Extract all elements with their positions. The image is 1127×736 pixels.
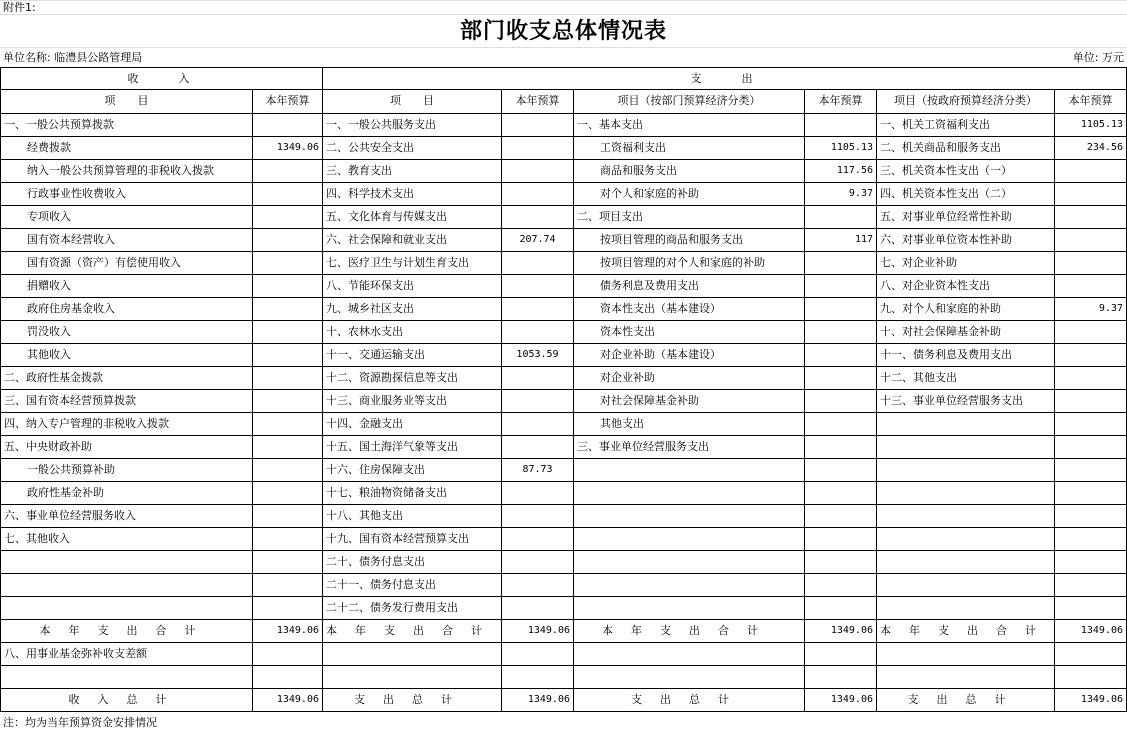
gov-class-item (877, 482, 1055, 505)
income-budget (253, 436, 323, 459)
gov-class-item: 六、对事业单位资本性补助 (877, 229, 1055, 252)
expense-budget (502, 137, 574, 160)
dept-class-item: 资本性支出（基本建设） (574, 298, 805, 321)
expense-budget (502, 183, 574, 206)
income-total-label: 收入总计 (0, 689, 253, 712)
dept-class-budget (805, 321, 877, 344)
dept-class-budget (805, 597, 877, 620)
gov-class-budget (1055, 344, 1127, 367)
income-budget (253, 551, 323, 574)
income-budget (253, 321, 323, 344)
expense-item: 二十一、债务付息支出 (323, 574, 502, 597)
empty-cell (253, 643, 323, 666)
dept-class-item: 商品和服务支出 (574, 160, 805, 183)
income-item: 五、中央财政补助 (0, 436, 253, 459)
expense-item: 七、医疗卫生与计划生育支出 (323, 252, 502, 275)
income-budget: 1349.06 (253, 137, 323, 160)
income-item (0, 551, 253, 574)
expense-budget (502, 574, 574, 597)
unit-name: 单位名称: 临澧县公路管理局 (3, 51, 143, 64)
annual-total-label: 本年支出合计 (877, 620, 1055, 643)
dept-class-item: 对企业补助（基本建设） (574, 344, 805, 367)
income-budget (253, 160, 323, 183)
dept-class-item: 对企业补助 (574, 367, 805, 390)
dept-class-budget (805, 459, 877, 482)
income-budget (253, 367, 323, 390)
gov-class-item: 二、机关商品和服务支出 (877, 137, 1055, 160)
dept-class-budget (805, 436, 877, 459)
expense-budget (502, 252, 574, 275)
page-title: 部门收支总体情况表 (459, 18, 667, 44)
expense-budget (502, 505, 574, 528)
dept-class-budget (805, 114, 877, 137)
gov-class-budget (1055, 367, 1127, 390)
income-item: 捐赠收入 (0, 275, 253, 298)
expense-item: 八、节能环保支出 (323, 275, 502, 298)
income-budget (253, 206, 323, 229)
gov-class-budget (1055, 183, 1127, 206)
dept-class-budget (805, 413, 877, 436)
annual-total-value: 1349.06 (1055, 620, 1127, 643)
expense-total-value: 1349.06 (502, 689, 574, 712)
gov-class-item: 七、对企业补助 (877, 252, 1055, 275)
expense-item: 十、农林水支出 (323, 321, 502, 344)
gov-class-item (877, 528, 1055, 551)
expense-budget (502, 597, 574, 620)
annual-total-value: 1349.06 (253, 620, 323, 643)
income-item: 罚没收入 (0, 321, 253, 344)
expense-budget (502, 436, 574, 459)
gov-class-budget (1055, 321, 1127, 344)
empty-cell (502, 666, 574, 689)
gov-class-budget (1055, 413, 1127, 436)
gov-class-budget (1055, 229, 1127, 252)
expense-item: 十四、金融支出 (323, 413, 502, 436)
gov-class-item (877, 436, 1055, 459)
expense-budget: 207.74 (502, 229, 574, 252)
dept-class-budget (805, 252, 877, 275)
expense-item: 六、社会保障和就业支出 (323, 229, 502, 252)
income-item: 七、其他收入 (0, 528, 253, 551)
income-budget (253, 528, 323, 551)
dept-class-item: 债务利息及费用支出 (574, 275, 805, 298)
gov-class-item (877, 574, 1055, 597)
expense-item: 十九、国有资本经营预算支出 (323, 528, 502, 551)
expense-item: 十二、资源勘探信息等支出 (323, 367, 502, 390)
dept-class-budget: 117 (805, 229, 877, 252)
dept-class-budget (805, 367, 877, 390)
income-budget (253, 114, 323, 137)
income-item: 国有资本经营收入 (0, 229, 253, 252)
income-item: 政府住房基金收入 (0, 298, 253, 321)
income-total-value: 1349.06 (253, 689, 323, 712)
expense-item: 十三、商业服务业等支出 (323, 390, 502, 413)
dept-class-item (574, 505, 805, 528)
income-budget (253, 183, 323, 206)
income-item (0, 574, 253, 597)
dept-class-item (574, 528, 805, 551)
dept-class-item: 其他支出 (574, 413, 805, 436)
income-item: 一般公共预算补助 (0, 459, 253, 482)
dept-class-budget (805, 390, 877, 413)
income-budget (253, 482, 323, 505)
dept-class-item: 二、项目支出 (574, 206, 805, 229)
income-budget (253, 505, 323, 528)
expense-item: 十七、粮油物资储备支出 (323, 482, 502, 505)
expense-header: 支 出 (323, 67, 1127, 90)
income-item: 三、国有资本经营预算拨款 (0, 390, 253, 413)
gov-class-budget (1055, 459, 1127, 482)
dept-class-budget (805, 551, 877, 574)
income-budget (253, 413, 323, 436)
expense-item: 二十二、债务发行费用支出 (323, 597, 502, 620)
gov-class-budget (1055, 160, 1127, 183)
income-item: 专项收入 (0, 206, 253, 229)
gov-class-budget (1055, 482, 1127, 505)
income-budget-header: 本年预算 (253, 90, 323, 114)
dept-class-item (574, 459, 805, 482)
fund-gap-label: 八、用事业基金弥补收支差额 (0, 643, 253, 666)
expense-item: 二十、债务付息支出 (323, 551, 502, 574)
dept-class-item: 按项目管理的商品和服务支出 (574, 229, 805, 252)
unit-label: 单位: 万元 (1072, 51, 1124, 64)
dept-class-budget (805, 206, 877, 229)
dept-class-budget (805, 505, 877, 528)
gov-class-budget (1055, 597, 1127, 620)
expense-budget (502, 390, 574, 413)
gov-class-budget (1055, 252, 1127, 275)
expense-budget (502, 321, 574, 344)
expense-budget (502, 482, 574, 505)
dept-class-budget (805, 528, 877, 551)
gov-class-budget: 234.56 (1055, 137, 1127, 160)
gov-class-item: 十、对社会保障基金补助 (877, 321, 1055, 344)
expense-budget (502, 413, 574, 436)
gov-class-budget: 1105.13 (1055, 114, 1127, 137)
gov-class-budget (1055, 206, 1127, 229)
expense-budget (502, 114, 574, 137)
gov-class-budget (1055, 574, 1127, 597)
gov-class-item: 四、机关资本性支出（二） (877, 183, 1055, 206)
expense-budget-header: 本年预算 (502, 90, 574, 114)
gov-class-item (877, 505, 1055, 528)
income-item: 政府性基金补助 (0, 482, 253, 505)
gov-class-budget (1055, 390, 1127, 413)
expense-item: 二、公共安全支出 (323, 137, 502, 160)
empty-cell (323, 643, 502, 666)
empty-cell (1055, 643, 1127, 666)
expense-budget: 87.73 (502, 459, 574, 482)
income-item: 经费拨款 (0, 137, 253, 160)
annual-total-label: 本年支出合计 (574, 620, 805, 643)
empty-cell (1055, 666, 1127, 689)
gov-class-budget (1055, 505, 1127, 528)
income-item: 其他收入 (0, 344, 253, 367)
expense-total-value: 1349.06 (805, 689, 877, 712)
expense-item: 十六、住房保障支出 (323, 459, 502, 482)
expense-item: 四、科学技术支出 (323, 183, 502, 206)
income-budget (253, 298, 323, 321)
gov-class-budget (1055, 436, 1127, 459)
dept-class-item: 按项目管理的对个人和家庭的补助 (574, 252, 805, 275)
gov-class-item (877, 551, 1055, 574)
empty-cell (574, 643, 805, 666)
expense-item: 九、城乡社区支出 (323, 298, 502, 321)
gov-class-item: 十三、事业单位经营服务支出 (877, 390, 1055, 413)
expense-budget: 1053.59 (502, 344, 574, 367)
income-item: 二、政府性基金拨款 (0, 367, 253, 390)
empty-cell (502, 643, 574, 666)
annual-total-value: 1349.06 (805, 620, 877, 643)
expense-item-header: 项 目 (323, 90, 502, 114)
dept-class-item: 资本性支出 (574, 321, 805, 344)
gov-class-header: 项目（按政府预算经济分类） (877, 90, 1055, 114)
gov-class-budget (1055, 528, 1127, 551)
expense-item: 十五、国土海洋气象等支出 (323, 436, 502, 459)
empty-cell (574, 666, 805, 689)
dept-class-item: 工资福利支出 (574, 137, 805, 160)
expense-item: 三、教育支出 (323, 160, 502, 183)
dept-class-item: 对个人和家庭的补助 (574, 183, 805, 206)
income-item: 国有资源（资产）有偿使用收入 (0, 252, 253, 275)
dept-class-budget (805, 298, 877, 321)
expense-item: 十一、交通运输支出 (323, 344, 502, 367)
dept-class-budget (805, 344, 877, 367)
income-item: 四、纳入专户管理的非税收入拨款 (0, 413, 253, 436)
dept-class-budget: 117.56 (805, 160, 877, 183)
expense-budget (502, 298, 574, 321)
empty-cell (0, 666, 253, 689)
dept-class-budget: 1105.13 (805, 137, 877, 160)
empty-cell (323, 666, 502, 689)
gov-class-item: 三、机关资本性支出（一） (877, 160, 1055, 183)
gov-class-item (877, 459, 1055, 482)
dept-budget-header: 本年预算 (805, 90, 877, 114)
dept-class-budget: 9.37 (805, 183, 877, 206)
dept-class-item (574, 597, 805, 620)
expense-total-value: 1349.06 (1055, 689, 1127, 712)
dept-class-item: 一、基本支出 (574, 114, 805, 137)
gov-class-item: 五、对事业单位经常性补助 (877, 206, 1055, 229)
expense-total-label: 支出总计 (574, 689, 805, 712)
dept-class-budget (805, 482, 877, 505)
annual-total-label: 本年支出合计 (323, 620, 502, 643)
dept-class-item (574, 482, 805, 505)
gov-class-budget: 9.37 (1055, 298, 1127, 321)
expense-total-label: 支出总计 (323, 689, 502, 712)
expense-budget (502, 367, 574, 390)
expense-item: 五、文化体育与传媒支出 (323, 206, 502, 229)
empty-cell (805, 666, 877, 689)
gov-budget-header: 本年预算 (1055, 90, 1127, 114)
expense-budget (502, 160, 574, 183)
gov-class-item: 九、对个人和家庭的补助 (877, 298, 1055, 321)
income-item: 一、一般公共预算拨款 (0, 114, 253, 137)
dept-class-item: 对社会保障基金补助 (574, 390, 805, 413)
income-item: 六、事业单位经营服务收入 (0, 505, 253, 528)
gov-class-item (877, 413, 1055, 436)
income-budget (253, 344, 323, 367)
income-budget (253, 252, 323, 275)
gov-class-item: 八、对企业资本性支出 (877, 275, 1055, 298)
gov-class-item: 一、机关工资福利支出 (877, 114, 1055, 137)
gov-class-budget (1055, 275, 1127, 298)
income-item-header: 项 目 (0, 90, 253, 114)
income-item (0, 597, 253, 620)
empty-cell (805, 643, 877, 666)
footnote: 注：均为当年预算资金安排情况 (3, 716, 157, 729)
annual-total-value: 1349.06 (502, 620, 574, 643)
dept-class-header: 项目（按部门预算经济分类） (574, 90, 805, 114)
annual-total-label: 本年支出合计 (0, 620, 253, 643)
gov-class-item: 十二、其他支出 (877, 367, 1055, 390)
dept-class-budget (805, 275, 877, 298)
income-budget (253, 459, 323, 482)
income-header: 收 入 (0, 67, 323, 90)
income-item: 纳入一般公共预算管理的非税收入拨款 (0, 160, 253, 183)
income-budget (253, 229, 323, 252)
expense-total-label: 支出总计 (877, 689, 1055, 712)
income-budget (253, 275, 323, 298)
expense-budget (502, 528, 574, 551)
attachment-label: 附件1: (3, 1, 36, 14)
empty-cell (877, 643, 1055, 666)
expense-item: 十八、其他支出 (323, 505, 502, 528)
dept-class-item: 三、事业单位经营服务支出 (574, 436, 805, 459)
expense-budget (502, 551, 574, 574)
gov-class-item: 十一、债务利息及费用支出 (877, 344, 1055, 367)
expense-item: 一、一般公共服务支出 (323, 114, 502, 137)
expense-budget (502, 206, 574, 229)
income-budget (253, 390, 323, 413)
gov-class-item (877, 597, 1055, 620)
income-budget (253, 574, 323, 597)
empty-cell (877, 666, 1055, 689)
expense-budget (502, 275, 574, 298)
dept-class-budget (805, 574, 877, 597)
dept-class-item (574, 574, 805, 597)
income-item: 行政事业性收费收入 (0, 183, 253, 206)
empty-cell (253, 666, 323, 689)
gov-class-budget (1055, 551, 1127, 574)
dept-class-item (574, 551, 805, 574)
income-budget (253, 597, 323, 620)
